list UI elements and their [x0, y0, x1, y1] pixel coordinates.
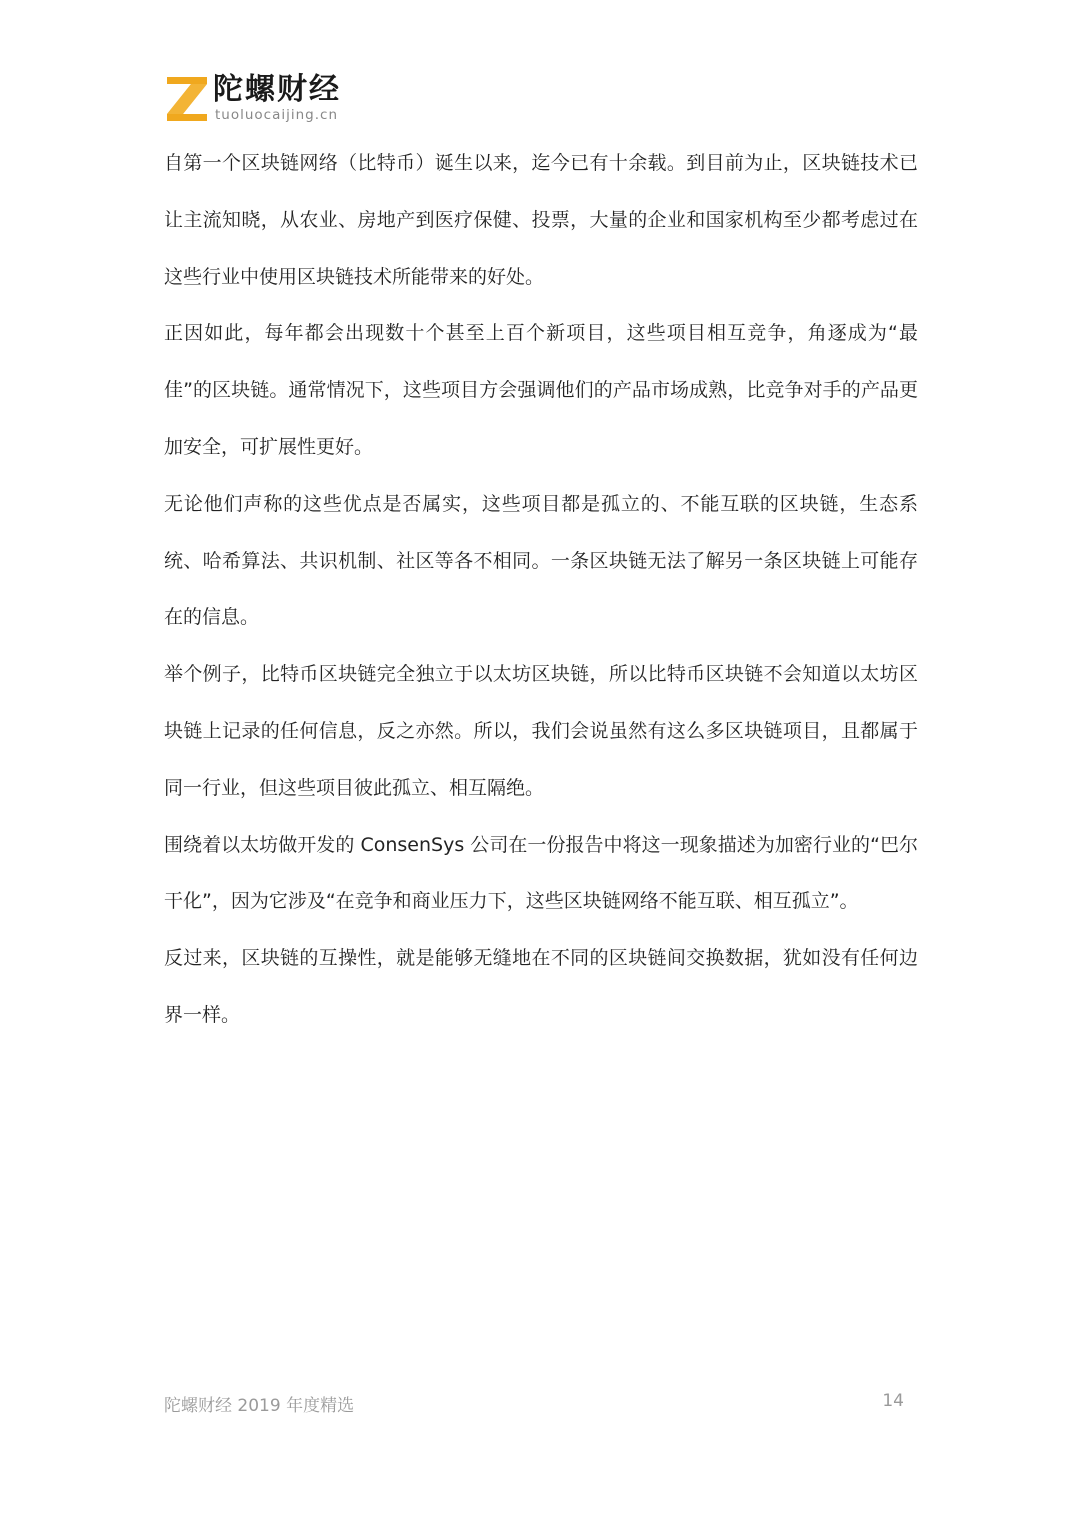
paragraph: 围绕着以太坊做开发的 ConsenSys 公司在一份报告中将这一现象描述为加密行业的“巴尔干化”，因为它涉及“在竞争和商业压力下，这些区块链网络不能互联、相互孤立”。 — [164, 833, 918, 913]
footer-publication: 陀螺财经 2019 年度精选 — [164, 1396, 355, 1416]
brand-name: 陀螺财经 — [213, 72, 341, 107]
paragraph: 自第一个区块链网络（比特币）诞生以来，迄今已有十余载。到目前为止，区块链技术已让主流知晓，从农业、房地产到医疗保健、投票，大量的企业和国家机构至少都考虑过在这些行业中使用区块链技术所能带来的好处。 — [164, 152, 918, 288]
page-number: 14 — [882, 1391, 904, 1411]
paragraph: 反过来，区块链的互操性，就是能够无缝地在不同的区块链间交换数据，犹如没有任何边界一样。 — [164, 947, 918, 1026]
paragraph: 无论他们声称的这些优点是否属实，这些项目都是孤立的、不能互联的区块链，生态系统、哈希算法、共识机制、社区等各不相同。一条区块链无法了解另一条区块链上可能存在的信息。 — [164, 492, 918, 629]
page-footer — [164, 1391, 904, 1417]
brand-domain: tuoluocaijing.cn — [215, 107, 339, 123]
paragraph: 举个例子，比特币区块链完全独立于以太坊区块链，所以比特币区块链不会知道以太坊区块链上记录的任何信息，反之亦然。所以，我们会说虽然有这么多区块链项目，且都属于同一行业，但这些项目彼此孤立、相互隔绝。 — [164, 663, 918, 799]
article-body — [164, 135, 918, 1044]
brand-header — [163, 72, 423, 124]
z-logo-icon — [163, 74, 211, 122]
paragraph: 正因如此，每年都会出现数十个甚至上百个新项目，这些项目相互竞争，角逐成为“最佳”的区块链。通常情况下，这些项目方会强调他们的产品市场成熟，比竞争对手的产品更加安全，可扩展性更好。 — [164, 322, 918, 458]
